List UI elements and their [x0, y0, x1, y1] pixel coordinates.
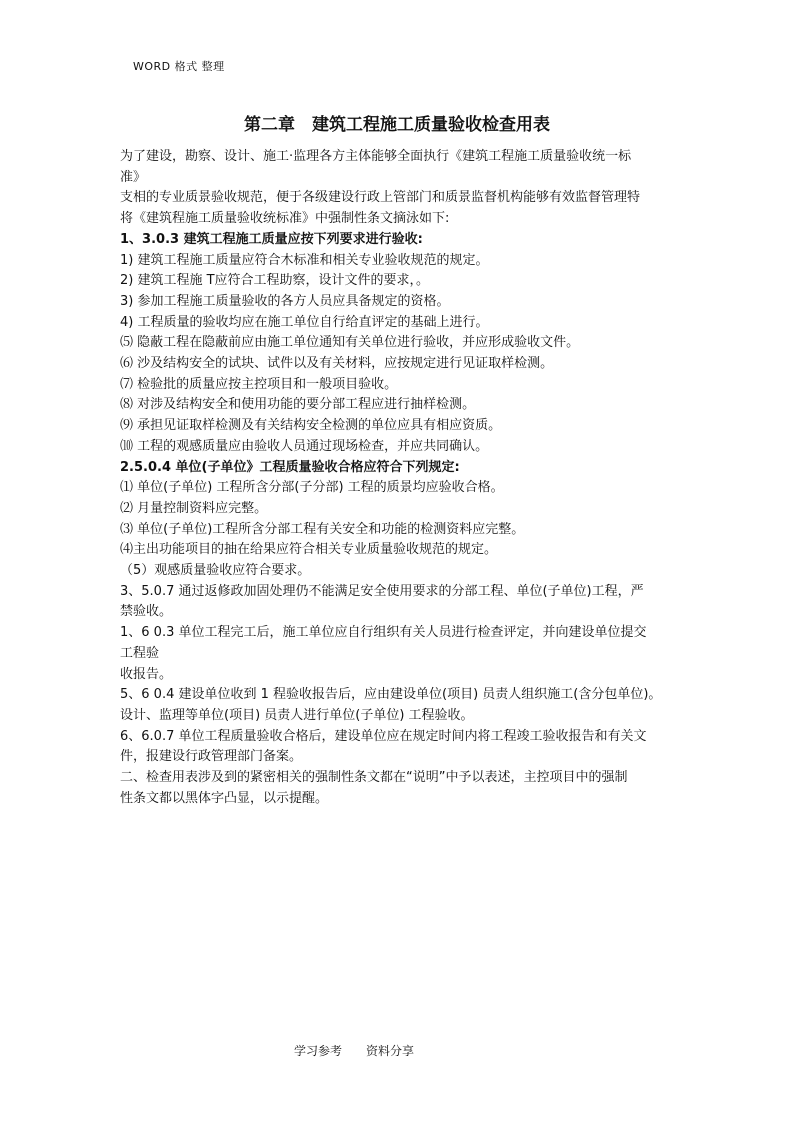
text-line: 5、6 0.4 建设单位收到 1 程验收报告后，应由建设单位(项目) 员责人组织施工(含分包单位)。: [120, 687, 662, 703]
text-line: 收报告。: [120, 666, 173, 682]
text-line: 2) 建筑工程施 T应符合工程助察，设计文件的要求，。: [120, 273, 430, 289]
text-line: ⑽ 工程的观感质量应由验收人员通过现场检查，并应共同确认。: [120, 438, 489, 454]
header-note: WORD 格式 整理: [133, 60, 225, 73]
text-line: 1、3.0.3 建筑工程施工质量应按下列要求进行验收:: [120, 231, 423, 247]
text-line: ⑶ 单位(子单位)工程所含分部工程有关安全和功能的检测资料应完整。: [120, 521, 525, 537]
document-body: [120, 147, 680, 810]
footer-right: 资料分享: [366, 1044, 415, 1058]
text-line: 3) 参加工程施工质量验收的各方人员应具备规定的资格。: [120, 293, 450, 309]
text-line: ⑼ 承担见证取样检测及有关结构安全检测的单位应具有相应资质。: [120, 418, 502, 434]
text-line: ⑵ 月量控制资料应完整。: [120, 500, 268, 516]
text-line: 性条文都以黑体字凸显，以示提醒。: [120, 790, 329, 806]
text-line: 6、6.0.7 单位工程质量验收合格后，建设单位应在规定时间内将工程竣工验收报告和有关文: [120, 728, 647, 744]
text-line: 将《建筑程施工质量验收统标准》中强制性条文摘泳如下:: [120, 211, 450, 227]
text-line: 二、检查用表涉及到的紧密相关的强制性条文都在“说明”中予以表述，主控项目中的强制: [120, 770, 628, 786]
text-line: 为了建设，勘察、设计、施工·监理各方主体能够全面执行《建筑工程施工质量验收统一标: [120, 149, 632, 164]
footer-left: 学习参考: [294, 1044, 343, 1058]
text-line: 支相的专业质景验收规范，便于各级建设行政上管部门和质景监督机构能够有效监督管理特: [120, 190, 641, 206]
text-line: ⑺ 检验批的质量应按主控项目和一般项目验收。: [120, 376, 398, 392]
text-line: 件，报建设行政管理部门备案。: [120, 749, 303, 765]
text-line: 3、5.0.7 通过返修政加固处理仍不能满足安全使用要求的分部工程、单位(子单位)工程，严: [120, 583, 644, 599]
text-line: 4) 工程质量的验收均应在施工单位自行给直评定的基础上进行。: [120, 314, 489, 330]
text-line: 准》: [120, 169, 147, 185]
text-line: 工程验: [120, 645, 160, 661]
text-line: ⑸ 隐蔽工程在隐蔽前应由施工单位通知有关单位进行验收，并应形成验收文件。: [120, 335, 580, 351]
text-line: 2.5.0.4 单位(子单位》工程质量验收合格应符合下列规定:: [120, 459, 460, 475]
text-line: ⑻ 对涉及结构安全和使用功能的要分部工程应进行抽样检测。: [120, 397, 476, 413]
text-line: 禁验收。: [120, 604, 173, 620]
text-line: 1、6 0.3 单位工程完工后，施工单位应自行组织有关人员进行检查评定，并向建设单位提交: [120, 625, 647, 641]
page-title: 第二章 建筑工程施工质量验收检查用表: [244, 115, 550, 135]
text-line: ⑴ 单位(子单位) 工程所含分部(子分部) 工程的质景均应验收合格。: [120, 480, 504, 496]
text-line: 设计、监理等单位(项目) 员责人进行单位(子单位) 工程验收。: [120, 707, 474, 723]
text-line: ⑹ 沙及结构安全的试块、试件以及有关材料，应按规定进行见证取样检测。: [120, 356, 554, 372]
text-line: ⑷主出功能项目的抽在给果应符合相关专业质量验收规范的规定。: [120, 542, 498, 558]
text-line: （5）观感质量验收应符合要求。: [120, 563, 311, 579]
text-line: 1) 建筑工程施工质量应符合木标准和相关专业验收规范的规定。: [120, 252, 489, 268]
